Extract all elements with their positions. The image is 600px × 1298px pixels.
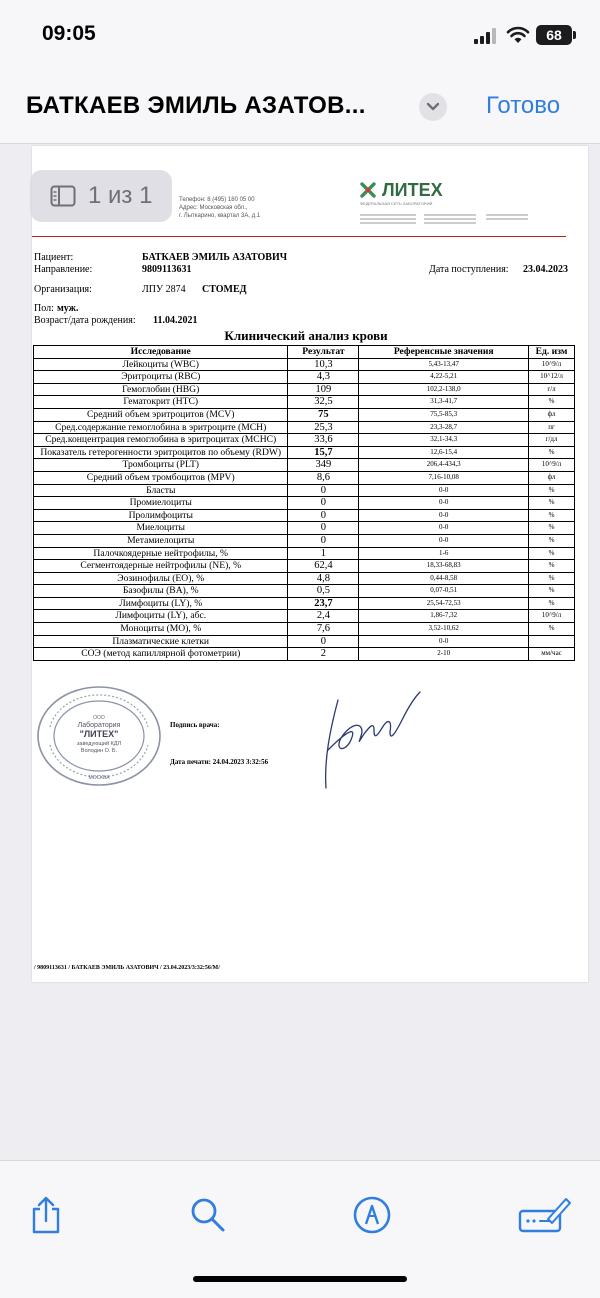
battery-tip (573, 31, 576, 39)
table-row (34, 534, 575, 547)
stamp-line-5: Володин О. Б. (80, 748, 118, 754)
test-result: 2,4 (288, 610, 359, 623)
test-unit: % (529, 446, 575, 459)
test-unit: пг (529, 421, 575, 434)
table-row (34, 572, 575, 585)
test-reference: 3,52-10,62 (359, 623, 529, 636)
dob-value: 11.04.2021 (153, 315, 198, 326)
page-thumbnail-icon (50, 185, 76, 207)
test-reference: 0-0 (359, 522, 529, 535)
test-result: 25,3 (288, 421, 359, 434)
received-label: Дата поступления: (429, 264, 509, 275)
table-row (34, 623, 575, 636)
table-row (34, 421, 575, 434)
test-unit: фл (529, 408, 575, 421)
test-result: 8,6 (288, 471, 359, 484)
lab-contacts (179, 196, 299, 220)
org-code: ЛПУ 2874 (142, 284, 186, 295)
test-unit: 10^9/л (529, 459, 575, 472)
table-row (34, 396, 575, 409)
test-result: 2 (288, 648, 359, 661)
stamp-line-2: Лаборатория (77, 722, 121, 729)
test-unit: % (529, 484, 575, 497)
sex-value: муж. (57, 303, 79, 314)
test-name: СОЭ (метод капиллярной фотометрии) (34, 648, 288, 661)
test-unit: % (529, 623, 575, 636)
test-unit: % (529, 572, 575, 585)
test-name: Базофилы (BA), % (34, 585, 288, 598)
results-body (34, 358, 575, 660)
test-unit: г/дл (529, 434, 575, 447)
results-table (33, 345, 575, 661)
results-header-row (34, 346, 575, 359)
test-reference: 0,44-8,58 (359, 572, 529, 585)
test-result: 7,6 (288, 623, 359, 636)
analysis-title: Клинический анализ крови (224, 328, 388, 343)
test-result: 33,6 (288, 434, 359, 447)
header-divider (32, 236, 566, 237)
test-reference: 31,3-41,7 (359, 396, 529, 409)
test-result: 62,4 (288, 560, 359, 573)
test-name: Сред.содержание гемоглобина в эритроците (MCH) (34, 421, 288, 434)
test-result: 4,8 (288, 572, 359, 585)
stamp-line-4: заведующий КДЛ (76, 741, 122, 747)
test-unit: 10^9/л (529, 358, 575, 371)
lab-name: ЛИТЕХ (382, 180, 443, 200)
test-unit: % (529, 560, 575, 573)
table-row (34, 635, 575, 648)
document-title: БАТКАЕВ ЭМИЛЬ АЗАТОВ... (26, 92, 366, 119)
test-result: 0 (288, 534, 359, 547)
lab-address-line2: г. Лыткарино, квартал 3А, д.1 (179, 213, 261, 219)
lab-logo (360, 180, 443, 206)
test-name: Пролимфоциты (34, 509, 288, 522)
sex-label: Пол: (34, 303, 54, 314)
test-unit: % (529, 534, 575, 547)
table-row (34, 408, 575, 421)
table-row (34, 434, 575, 447)
test-name: Тромбоциты (PLT) (34, 459, 288, 472)
test-reference: 0,07-0,51 (359, 585, 529, 598)
test-reference: 0-0 (359, 484, 529, 497)
test-result: 4,3 (288, 371, 359, 384)
test-result: 23,7 (288, 597, 359, 610)
test-unit: % (529, 497, 575, 510)
test-reference: 0-0 (359, 635, 529, 648)
test-name: Средний объем эритроцитов (MCV) (34, 408, 288, 421)
test-reference: 75,5-85,3 (359, 408, 529, 421)
table-row (34, 560, 575, 573)
test-name: Эритроциты (RBC) (34, 371, 288, 384)
test-name: Средний объем тромбоцитов (MPV) (34, 471, 288, 484)
patient-name: БАТКАЕВ ЭМИЛЬ АЗАТОВИЧ (142, 252, 288, 263)
print-date: Дата печати: 24.04.2023 3:32:56 (170, 758, 269, 766)
test-name: Сегментоядерные нейтрофилы (NE), % (34, 560, 288, 573)
table-row (34, 597, 575, 610)
test-name: Сред.концентрация гемоглобина в эритроцитах (MCHC) (34, 434, 288, 447)
test-unit: % (529, 547, 575, 560)
table-row (34, 371, 575, 384)
test-reference: 0-0 (359, 534, 529, 547)
table-row (34, 648, 575, 661)
test-reference: 7,16-10,08 (359, 471, 529, 484)
table-row (34, 547, 575, 560)
test-reference: 0-0 (359, 497, 529, 510)
test-result: 0 (288, 635, 359, 648)
table-row (34, 383, 575, 396)
test-unit: 10^9/л (529, 610, 575, 623)
test-reference: 4,22-5,21 (359, 371, 529, 384)
status-time: 09:05 (42, 22, 96, 45)
test-result: 0,5 (288, 585, 359, 598)
battery-icon (536, 25, 572, 45)
org-name: СТОМЕД (202, 284, 247, 295)
table-row (34, 610, 575, 623)
search-icon[interactable] (188, 1195, 228, 1235)
test-result: 0 (288, 522, 359, 535)
direction-label: Направление: (34, 264, 93, 275)
lab-phone: Телефон: 8 (495) 180 05 00 (179, 197, 255, 203)
table-row (34, 446, 575, 459)
test-result: 1 (288, 547, 359, 560)
test-name: Миелоциты (34, 522, 288, 535)
page-indicator-label: 1 из 1 (88, 182, 153, 209)
patient-label: Пациент: (34, 252, 74, 263)
stamp-city: МОСКВА (88, 775, 110, 781)
test-reference: 1,86-7,32 (359, 610, 529, 623)
wifi-icon (506, 25, 530, 45)
test-name: Палочкоядерные нейтрофилы, % (34, 547, 288, 560)
test-reference: 206,4-434,3 (359, 459, 529, 472)
test-reference: 0-0 (359, 509, 529, 522)
title-menu-button[interactable] (419, 93, 447, 121)
header-fine-print-2 (424, 212, 476, 230)
table-row (34, 585, 575, 598)
test-name: Эозинофилы (EO), % (34, 572, 288, 585)
test-unit: фл (529, 471, 575, 484)
test-name: Лимфоциты (LY), абс. (34, 610, 288, 623)
dob-label: Возраст/дата рождения: (34, 315, 136, 326)
org-label: Организация: (34, 284, 92, 295)
test-reference: 2-10 (359, 648, 529, 661)
received-date: 23.04.2023 (523, 264, 568, 275)
test-name: Моноциты (MO), % (34, 623, 288, 636)
test-unit: % (529, 597, 575, 610)
test-reference: 25,54-72,53 (359, 597, 529, 610)
test-reference: 12,6-15,4 (359, 446, 529, 459)
test-name: Гемоглобин (HBG) (34, 383, 288, 396)
test-reference: 18,33-68,83 (359, 560, 529, 573)
table-row (34, 484, 575, 497)
table-row (34, 509, 575, 522)
test-result: 15,7 (288, 446, 359, 459)
doctor-signature (318, 690, 428, 790)
header-fine-print-1 (360, 212, 416, 230)
test-unit: % (529, 522, 575, 535)
test-reference: 5,43-13,47 (359, 358, 529, 371)
done-button[interactable]: Готово (486, 92, 561, 119)
table-row (34, 497, 575, 510)
share-icon[interactable] (28, 1195, 64, 1235)
status-bar (0, 0, 600, 72)
test-name: Бласты (34, 484, 288, 497)
table-row (34, 459, 575, 472)
test-name: Метамиелоциты (34, 534, 288, 547)
header-unit: Ед. изм (529, 346, 575, 359)
document-footer: / 9809113631 / БАТКАЕВ ЭМИЛЬ АЗАТОВИЧ / 23.04.2023/3:32:56/М/ (34, 965, 220, 971)
chevron-down-icon (419, 93, 447, 121)
test-unit (529, 635, 575, 648)
header-result: Результат (288, 346, 359, 359)
lab-tagline: ФЕДЕРАЛЬНАЯ СЕТЬ ЛАБОРАТОРИЙ (360, 201, 433, 206)
test-unit: г/л (529, 383, 575, 396)
signature-label: Подпись врача: (170, 721, 220, 729)
header-fine-print-3 (486, 212, 528, 230)
test-reference: 1-6 (359, 547, 529, 560)
test-result: 75 (288, 408, 359, 421)
test-result: 109 (288, 383, 359, 396)
test-unit: 10^12/л (529, 371, 575, 384)
test-name: Лимфоциты (LY), % (34, 597, 288, 610)
test-result: 349 (288, 459, 359, 472)
signature-tool-icon[interactable] (518, 1195, 572, 1235)
lab-address-line1: Адрес: Московская обл., (179, 205, 248, 211)
test-reference: 32,1-34,3 (359, 434, 529, 447)
test-name: Плазматические клетки (34, 635, 288, 648)
navigation-bar (0, 72, 600, 144)
laboratory-stamp (36, 685, 162, 787)
page-indicator[interactable] (30, 170, 172, 222)
test-result: 0 (288, 497, 359, 510)
test-result: 10,3 (288, 358, 359, 371)
test-name: Промиелоциты (34, 497, 288, 510)
test-reference: 23,3-28,7 (359, 421, 529, 434)
test-unit: мм/час (529, 648, 575, 661)
test-result: 0 (288, 509, 359, 522)
header-test: Исследование (34, 346, 288, 359)
stamp-line-1: ООО (93, 715, 105, 721)
table-row (34, 522, 575, 535)
test-unit: % (529, 509, 575, 522)
test-result: 32,5 (288, 396, 359, 409)
header-reference: Референсные значения (359, 346, 529, 359)
table-row (34, 358, 575, 371)
test-name: Лейкоциты (WBC) (34, 358, 288, 371)
lab-logo-icon (360, 182, 376, 198)
cellular-signal-icon (474, 28, 498, 44)
battery-level: 68 (546, 27, 562, 43)
test-unit: % (529, 396, 575, 409)
test-unit: % (529, 585, 575, 598)
test-reference: 102,2-138,0 (359, 383, 529, 396)
test-result: 0 (288, 484, 359, 497)
markup-icon[interactable] (352, 1195, 392, 1235)
test-name: Гематокрит (HTC) (34, 396, 288, 409)
table-row (34, 471, 575, 484)
stamp-line-3: "ЛИТЕХ" (79, 729, 119, 739)
home-indicator (193, 1276, 407, 1282)
direction-number: 9809113631 (142, 264, 192, 275)
test-name: Показатель гетерогенности эритроцитов по объему (RDW) (34, 446, 288, 459)
